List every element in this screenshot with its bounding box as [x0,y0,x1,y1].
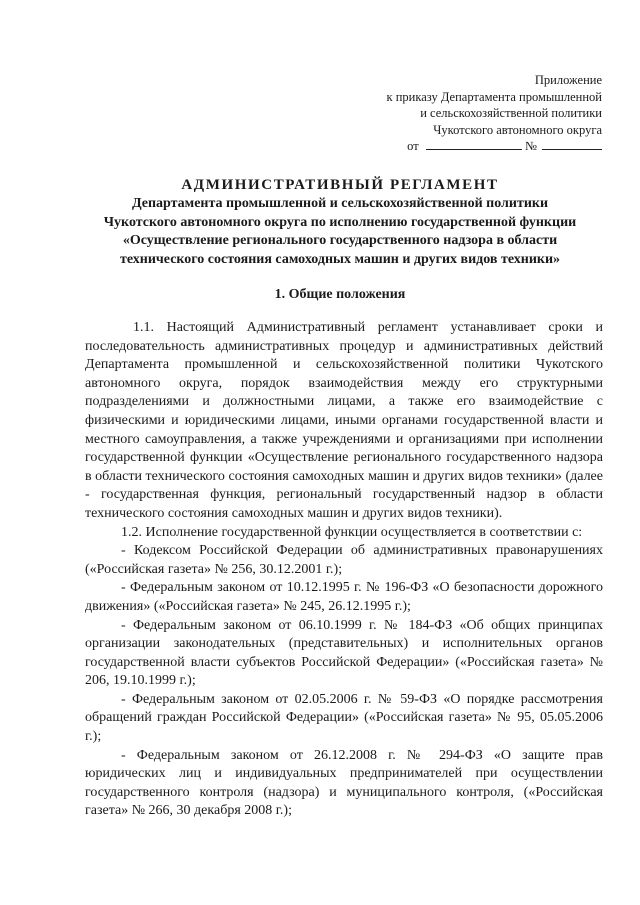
list-item: - Федеральным законом от 26.12.2008 г. № 294-ФЗ «О защите прав юридических лиц и индивидуальных предпринимателей при осуществлении государственного контроля (надзора) и муниципального контроля, («Российская газета» № 266, 30 декабря 2008 г.); [85,747,603,819]
appendix-order-ref: к приказу Департамента промышленной [386,89,602,104]
document-subtitle-line: Чукотского автономного округа по исполнению государственной функции [103,214,577,230]
number-prefix: № [524,139,537,153]
list-item: - Кодексом Российской Федерации об административных правонарушениях («Российская газета» № 256, 30.12.2001 г.); [85,543,603,577]
appendix-label: Приложение [534,73,602,87]
appendix-department: и сельскохозяйственной политики [420,106,602,120]
paragraph-1-2: 1.2. Исполнение государственной функции осуществляется в соответствии с: [121,524,583,540]
document-subtitle-line: «Осуществление регионального государственного надзора в области [122,233,558,248]
document-subtitle-line: Департамента промышленной и сельскохозяйственной политики [131,196,549,211]
date-prefix: от [407,139,419,153]
list-item: - Федеральным законом от 02.05.2006 г. № 59-ФЗ «О порядке рассмотрения обращений граждан Российской Федерации» («Российская газета» № 95, 05.05.2006 г.); [85,691,603,745]
paragraph-1-1: 1.1. Настоящий Административный регламент устанавливает сроки и последовательность административных процедур и административных действий Департамента промышленной и сельскохозяйственной политики Чукотского автономного округа, порядок взаимодействия между его структурными подразделениями и должностными лицами, а также его взаимодействие с физическими и юридическими лицами, иными органами государственной власти и местного самоуправления, а также учреждениями и организациями при исполнении государственной функции «Осуществление регионального государственного надзора в области технического состояния самоходных машин и других видов техники» (далее - государственная функция, региональный государственный надзор в области технического состояния самоходных машин и других видов техники). [85,320,603,521]
document-subtitle-line: технического состояния самоходных машин и других видов техники» [119,251,561,267]
document-title-block [60,176,620,269]
list-item: - Федеральным законом от 10.12.1995 г. № 196-ФЗ «О безопасности дорожного движения» («Российская газета» № 245, 26.12.1995 г.); [85,580,603,614]
number-blank [542,138,602,150]
section-body [85,319,603,821]
document-title: АДМИНИСТРАТИВНЫЙ РЕГЛАМЕНТ [181,177,499,193]
appendix-date-number-line [387,138,602,155]
appendix-header [387,72,602,155]
date-blank [426,138,522,150]
appendix-region: Чукотского автономного округа [433,122,602,137]
list-item: - Федеральным законом от 06.10.1999 г. № 184-ФЗ «Об общих принципах организации законодательных (представительных) и исполнительных органов государственной власти субъектов Российской Федерации» («Российская газета» № 206, 19.10.1999 г.); [85,617,603,689]
section-heading: 1. Общие положения [274,287,406,302]
